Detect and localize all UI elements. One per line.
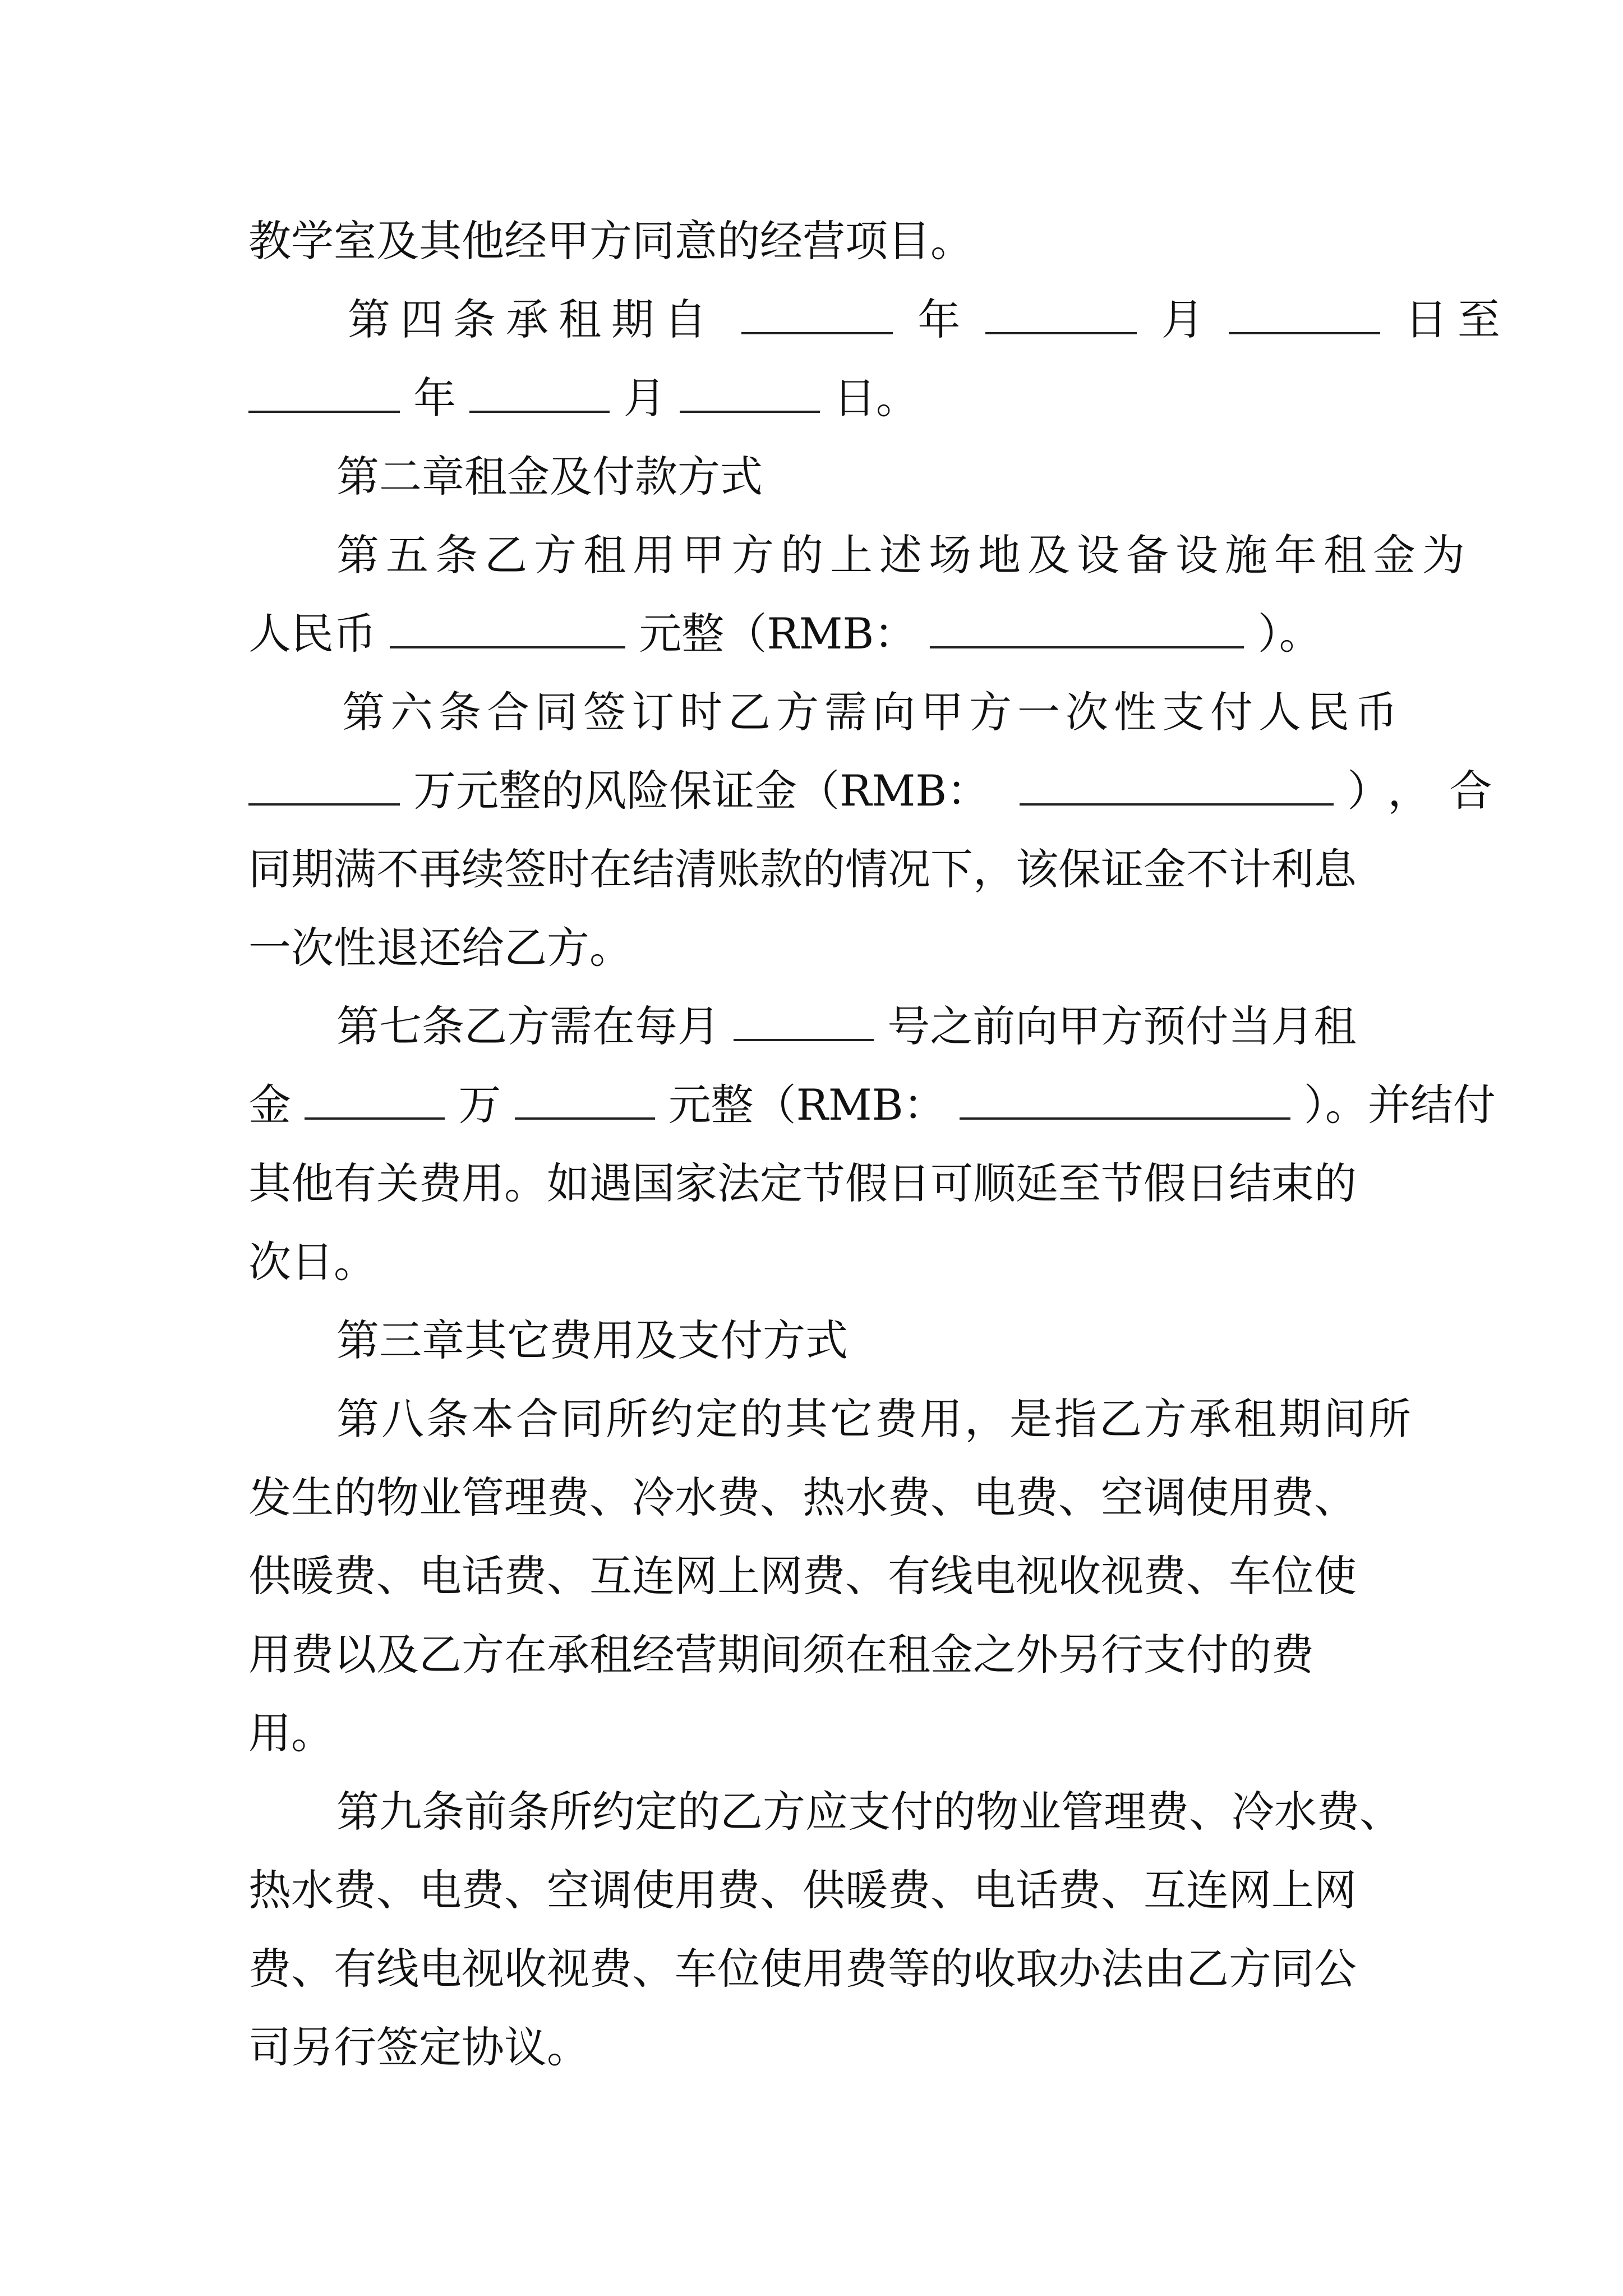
paragraph-text: 第八条本合同所约定的其它费用，是指乙方承租期间所 <box>336 1394 1413 1444</box>
text-line <box>248 1930 1623 2008</box>
paragraph-text: ）。并结付 <box>1303 1080 1496 1130</box>
text-line <box>248 1694 1623 1773</box>
year-blank <box>248 375 400 413</box>
paragraph-text: 次日。 <box>248 1237 376 1287</box>
deposit-line <box>248 752 1623 830</box>
article-7-line <box>336 987 1623 1066</box>
paragraph-text: ），合 <box>1347 766 1511 816</box>
article-4-line <box>348 280 1623 359</box>
day-blank <box>680 375 820 413</box>
amount-blank <box>248 767 400 806</box>
chapter-heading <box>336 438 1623 516</box>
chapter-title: 第二章租金及付款方式 <box>336 452 763 501</box>
paragraph-text: 元整（RMB： <box>639 609 917 659</box>
text-line <box>248 1537 1623 1616</box>
text-line <box>336 1380 1623 1458</box>
unit-label: 日至 <box>1405 295 1511 344</box>
chapter-heading <box>336 1301 1623 1380</box>
paragraph-text: 第九条前条所约定的乙方应支付的物业管理费、冷水费、 <box>336 1787 1402 1837</box>
date-end-line <box>248 359 1623 438</box>
text-line <box>248 202 1623 280</box>
paragraph-text: 费、有线电视收视费、车位使用费等的收取办法由乙方同公 <box>248 1944 1357 1994</box>
paragraph-text: 其他有关费用。如遇国家法定节假日可顺延至节假日结束的 <box>248 1158 1357 1208</box>
paragraph-text: 元整（RMB： <box>668 1080 946 1130</box>
paragraph-text: 司另行签定协议。 <box>248 2022 589 2072</box>
paragraph-text: ）。 <box>1257 609 1322 659</box>
month-blank <box>469 375 610 413</box>
unit-label: 月 <box>623 373 666 423</box>
text-line <box>342 673 1623 752</box>
paragraph-text: 同期满不再续签时在结清账款的情况下，该保证金不计利息 <box>248 844 1357 894</box>
year-blank <box>741 296 893 334</box>
amount-blank <box>515 1082 655 1120</box>
unit-label: 日。 <box>833 373 919 423</box>
paragraph-text: 万 <box>458 1080 501 1130</box>
amount-blank <box>305 1082 445 1120</box>
text-line <box>248 830 1623 909</box>
paragraph-text: 供暖费、电话费、互连网上网费、有线电视收视费、车位使 <box>248 1551 1357 1601</box>
paragraph-text: 第四条承租期自 <box>348 295 717 344</box>
day-blank <box>1229 296 1380 334</box>
amount-blank <box>390 610 625 648</box>
chapter-title: 第三章其它费用及支付方式 <box>336 1315 848 1365</box>
text-line <box>336 516 1623 595</box>
date-blank <box>734 1003 874 1041</box>
text-line <box>248 2008 1623 2087</box>
paragraph-text: 热水费、电费、空调使用费、供暖费、电话费、互连网上网 <box>248 1865 1357 1915</box>
rmb-blank <box>1020 767 1334 806</box>
paragraph-text: 第七条乙方需在每月 <box>336 1001 720 1051</box>
rent-amount-line <box>248 595 1623 673</box>
rmb-blank <box>960 1082 1290 1120</box>
paragraph-text: 第六条合同签订时乙方需向甲方一次性支付人民币 <box>342 687 1403 737</box>
paragraph-text: 万元整的风险保证金（RMB： <box>413 766 990 816</box>
paragraph-text: 发生的物业管理费、冷水费、热水费、电费、空调使用费、 <box>248 1473 1357 1522</box>
text-line <box>248 1144 1623 1223</box>
paragraph-text: 教学室及其他经甲方同意的经营项目。 <box>248 216 973 266</box>
text-line <box>248 1616 1623 1694</box>
paragraph-text: 用费以及乙方在承租经营期间须在租金之外另行支付的费 <box>248 1630 1314 1680</box>
paragraph-text: 人民币 <box>248 609 376 659</box>
text-line <box>248 909 1623 987</box>
text-line <box>248 1851 1623 1930</box>
paragraph-text: 金 <box>248 1080 291 1130</box>
paragraph-text: 号之前向甲方预付当月租 <box>887 1001 1357 1051</box>
unit-label: 月 <box>1161 295 1204 344</box>
text-line <box>248 1223 1623 1301</box>
unit-label: 年 <box>917 295 961 344</box>
text-line <box>248 1458 1623 1537</box>
paragraph-text: 第五条乙方租用甲方的上述场地及设备设施年租金为 <box>336 530 1472 580</box>
paragraph-text: 用。 <box>248 1708 334 1758</box>
month-blank <box>985 296 1137 334</box>
text-line <box>336 1773 1623 1851</box>
monthly-rent-line <box>248 1066 1623 1144</box>
rmb-blank <box>930 610 1244 648</box>
paragraph-text: 一次性退还给乙方。 <box>248 923 632 973</box>
unit-label: 年 <box>413 373 457 423</box>
